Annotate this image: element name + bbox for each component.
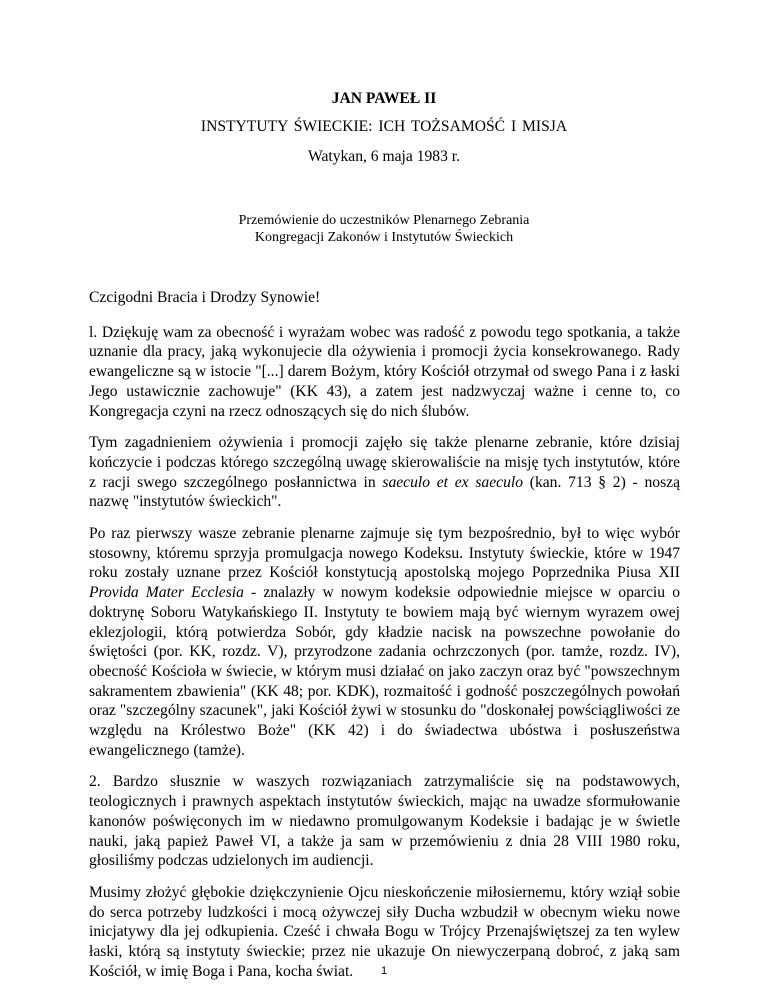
author-heading: JAN PAWEŁ II [331,90,437,107]
paragraph-2 [89,433,680,512]
dateline: Watykan, 6 maja 1983 r. [307,148,461,165]
subtitle [0,212,768,246]
document-title: INSTYTUTY ŚWIECKIE: ICH TOŻSAMOŚĆ I MISJA [200,118,568,135]
greeting: Czcigodni Bracia i Drodzy Synowie! [89,289,321,306]
paragraph-2-text-b: (kan. 713 § 2) - noszą nazwę "instytutów świeckich". [89,473,680,511]
paragraph-4: 2. Bardzo słusznie w waszych rozwiązaniach zatrzymaliście się na podstawowych, teologicznych i prawnych aspektach instytutów świeckich, mając na uwadze sformułowanie kanonów poświęconych im w niedawno promulgowanym Kodeksie i badając je w świetle nauki, jaką papież Paweł VI, a także ja sam w przemówieniu z dnia 28 VIII 1980 roku, głosiliśmy podczas udzielonych im audiencji. [89,773,680,870]
subtitle-line-1: Przemówienie do uczestników Plenarnego Zebrania [238,213,530,228]
subtitle-line-2: Kongregacji Zakonów i Instytutów Świeckich [254,230,514,245]
document-body [89,288,680,994]
paragraph-3-text-b: - znalazły w nowym kodeksie odpowiednie miejsce w oparciu o doktrynę Soboru Watykańskiego II. Instytuty te bowiem mają być wiernym wyrazem owej eklezjologii, którą potwierdza Sobór, gdy kładzie nacisk na powszechne powołanie do świętości (por. KK, rozdz. V), przyrodzone zadania ochrzczonych (por. tamże, rozdz. IV), obecność Kościoła w świecie, w którym musi działać on jako zaczyn oraz być "powszechnym sakramentem zbawienia" (KK 48; por. KDK), rozmaitość i godność poszczególnych powołań oraz "szczególny szacunek", jaki Kościół żywi w stosunku do "doskonałej powściągliwości ze względu na Królestwo Boże" (KK 42) i do świadectwa ubóstwa i posłuszeństwa ewangelicznego (tamże). [89,584,680,759]
paragraph-1: l. Dziękuję wam za obecność i wyrażam wobec was radość z powodu tego spotkania, a także uznanie dla pracy, jaką wykonujecie dla ożywienia i promocji życia konsekrowanego. Rady ewangeliczne są w istocie "[...] darem Bożym, który Kościół otrzymał od swego Pana i z łaski Jego ustawicznie zachowuje" (KK 43), a zatem jest nadzwyczaj ważne i cenne to, co Kongregacja czyni na rzecz odnoszących się do nich ślubów. [89,323,680,420]
paragraph-2-text-a: Tym zagadnieniem ożywienia i promocji zajęło się także plenarne zebranie, które dzisiaj kończycie i podczas którego szczególną uwagę skierowaliście na misję tych instytutów, które z racji swego szczególnego posłannictwa in [89,434,680,491]
paragraph-3 [89,524,680,760]
paragraph-3-text-a: Po raz pierwszy wasze zebranie plenarne zajmuje się tym bezpośrednio, był to więc wybór stosowny, któremu sprzyja promulgacja nowego Kodeksu. Instytuty świeckie, które w 1947 roku zostały uznane przez Kościół konstytucją apostolską mojego Poprzednika Piusa XII [89,525,680,582]
page-number: 1 [380,965,388,977]
paragraph-3-italic: Provida Mater Ecclesia [89,584,244,602]
paragraph-5: Musimy złożyć głębokie dziękczynienie Ojcu nieskończenie miłosiernemu, który wziął sobie do serca potrzeby ludzkości i mocą ożywczej siły Ducha wzbudził w obecnym wieku nowe inicjatywy dla jej odkupienia. Cześć i chwała Bogu w Trójcy Przenajświętszej za ten wylew łaski, którą są instytuty świeckie; przez nie ukazuje On niewyczerpaną dobroć, z jaką sam Kościół, w imię Boga i Pana, kocha świat. [89,883,680,980]
paragraph-2-italic: saeculo et ex saeculo [382,473,523,491]
